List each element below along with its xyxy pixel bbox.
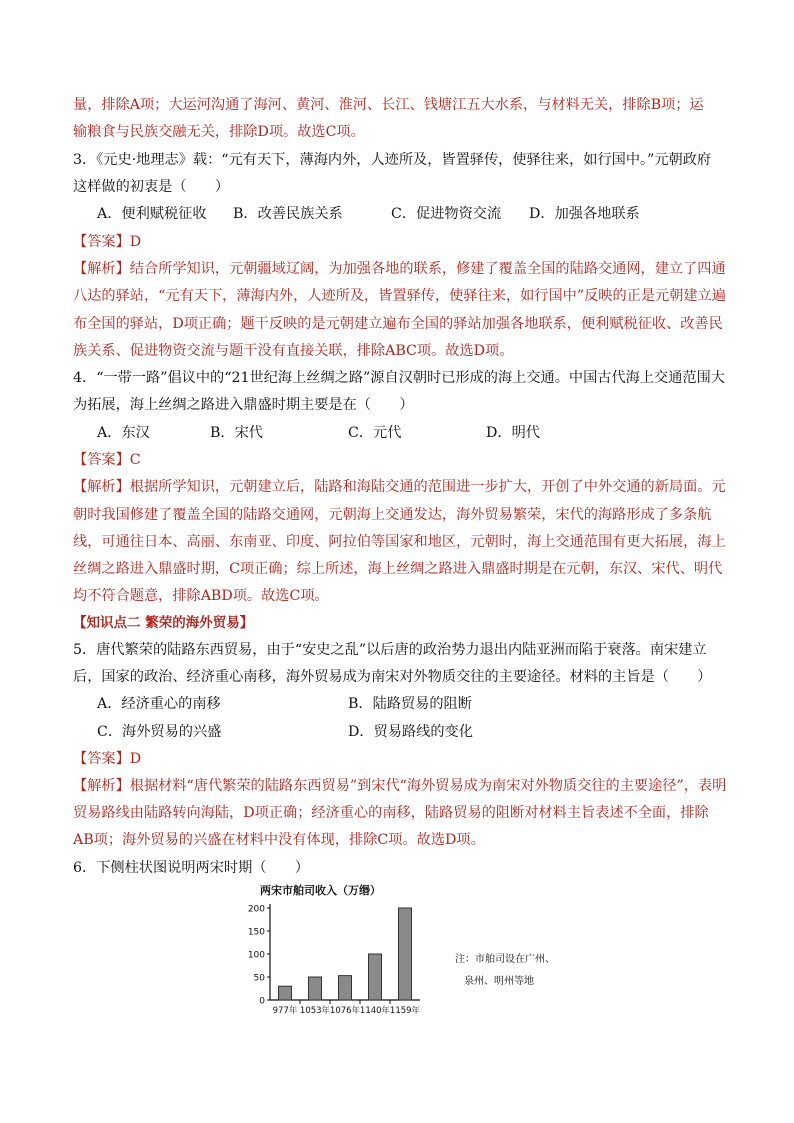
bar: [369, 954, 382, 1000]
question-3-stem: 这样做的初衷是（ ）: [73, 179, 230, 195]
y-tick-label: 0: [259, 996, 265, 1007]
q4-explanation: 朝时我国修建了覆盖全国的陆路交通网，元朝海上交通发达，海外贸易繁荣，宋代的海路形成了多条航: [73, 507, 712, 523]
q4-explanation: 【解析】根据所学知识，元朝建立后，陆路和海陆交通的范围进一步扩大，开创了中外交通的新局面。元: [73, 479, 726, 495]
knowledge-point-heading: 【知识点二 繁荣的海外贸易】: [73, 615, 254, 631]
question-4-stem: 为拓展，海上丝绸之路进入鼎盛时期主要是在（ ）: [73, 397, 414, 413]
chart-bars: [279, 908, 412, 1000]
y-tick-label: 100: [247, 950, 265, 961]
chart-note-line-1: 注：市舶司设在广州、: [455, 954, 555, 965]
q4-explanation: 丝绸之路进入鼎盛时期，C项正确；综上所述，海上丝绸之路进入鼎盛时期是在元朝，东汉、宋代、明代: [73, 561, 723, 577]
x-tick-label: 1140年: [359, 1006, 391, 1016]
q4-answer: 【答案】C: [73, 452, 141, 468]
q4-option-d: D．明代: [486, 425, 540, 441]
y-tick-label: 200: [247, 904, 265, 915]
text-line: 输粮食与民族交融无关，排除D项。故选C项。: [73, 124, 365, 140]
question-5-stem: 后，国家的政治、经济重心南移，海外贸易成为南宋对外物质交往的主要途径。材料的主旨是（ ）: [73, 669, 712, 685]
q5-option-b: B．陆路贸易的阻断: [348, 696, 472, 712]
bar: [309, 977, 322, 1000]
bar: [339, 976, 352, 1000]
q5-explanation: 贸易路线由陆路转向海陆，D项正确；经济重心的南移，陆路贸易的阻断对材料主旨表述不全面，排除: [73, 805, 709, 821]
q4-explanation: 均不符合题意，排除ABD项。故选C项。: [73, 588, 329, 604]
question-4-stem: 4．“一带一路”倡议中的“21世纪海上丝绸之路”源自汉朝时已形成的海上交通。中国古代海上交通范围大: [73, 370, 725, 386]
bar-chart: [240, 880, 570, 1020]
bar: [399, 908, 412, 1000]
q5-option-a: A．经济重心的南移: [97, 696, 221, 712]
chart-note-line-2: 泉州、明州等地: [464, 976, 534, 987]
q3-option-c: C．促进物资交流: [391, 206, 502, 222]
x-axis-labels: [273, 1000, 421, 1016]
y-tick-label: 50: [253, 973, 265, 984]
x-tick-label: 1053年: [299, 1006, 331, 1016]
chart-title: 两宋市舶司收入（万缗）: [260, 884, 381, 897]
q4-option-b: B．宋代: [210, 425, 263, 441]
q4-explanation: 线，可通往日本、高丽、东南亚、印度、阿拉伯等国家和地区，元朝时，海上交通范围有更大拓展，海上: [73, 534, 726, 550]
q4-option-a: A．东汉: [97, 425, 150, 441]
q3-option-d: D．加强各地联系: [529, 206, 640, 222]
question-6-stem: 6．下侧柱状图说明两宋时期（ ）: [73, 860, 310, 876]
bar: [279, 986, 292, 1000]
q3-explanation: 族关系、促进物资交流与题干没有直接关联，排除ABC项。故选D项。: [73, 343, 514, 359]
question-5-stem: 5．唐代繁荣的陆路东西贸易，由于“安史之乱”以后唐的政治势力退出内陆亚洲而陷于衰落。南宋建立: [73, 642, 707, 658]
q5-explanation: 【解析】根据材料“唐代繁荣的陆路东西贸易”到宋代“海外贸易成为南宋对外物质交往的主要途径”，表明: [73, 778, 727, 794]
y-tick-label: 150: [247, 927, 265, 938]
q5-option-d: D．贸易路线的变化: [348, 724, 473, 740]
y-axis-ticks: [248, 905, 270, 1007]
q3-answer: 【答案】D: [73, 234, 142, 250]
q5-answer: 【答案】D: [73, 751, 142, 767]
q3-explanation: 【解析】结合所学知识，元朝疆域辽阔，为加强各地的联系，修建了覆盖全国的陆路交通网，建立了四通: [73, 261, 726, 277]
x-tick-label: 1159年: [389, 1006, 421, 1016]
text-line: 量，排除A项；大运河沟通了海河、黄河、淮河、长江、钱塘江五大水系，与材料无关，排除B项；运: [73, 97, 704, 113]
q3-option-b: B．改善民族关系: [233, 206, 343, 222]
q5-option-c: C．海外贸易的兴盛: [97, 724, 222, 740]
q3-explanation: 八达的驿站，“元有天下，薄海内外，人迹所及，皆置驿传，使驿往来，如行国中”反映的正是元朝建立遍: [73, 288, 726, 304]
question-3-stem: 3．《元史·地理志》载：“元有天下，薄海内外，人迹所及，皆置驿传，使驿往来，如行国中。”元朝政府: [73, 152, 712, 168]
x-tick-label: 977年: [272, 1006, 298, 1016]
q4-option-c: C．元代: [348, 425, 402, 441]
q3-option-a: A．便利赋税征收: [97, 206, 207, 222]
q5-explanation: AB项；海外贸易的兴盛在材料中没有体现，排除C项。故选D项。: [73, 832, 485, 848]
x-tick-label: 1076年: [329, 1006, 361, 1016]
q3-explanation: 布全国的驿站，D项正确；题干反映的是元朝建立遍布全国的驿站加强各地联系，便利赋税征收、改善民: [73, 316, 723, 332]
